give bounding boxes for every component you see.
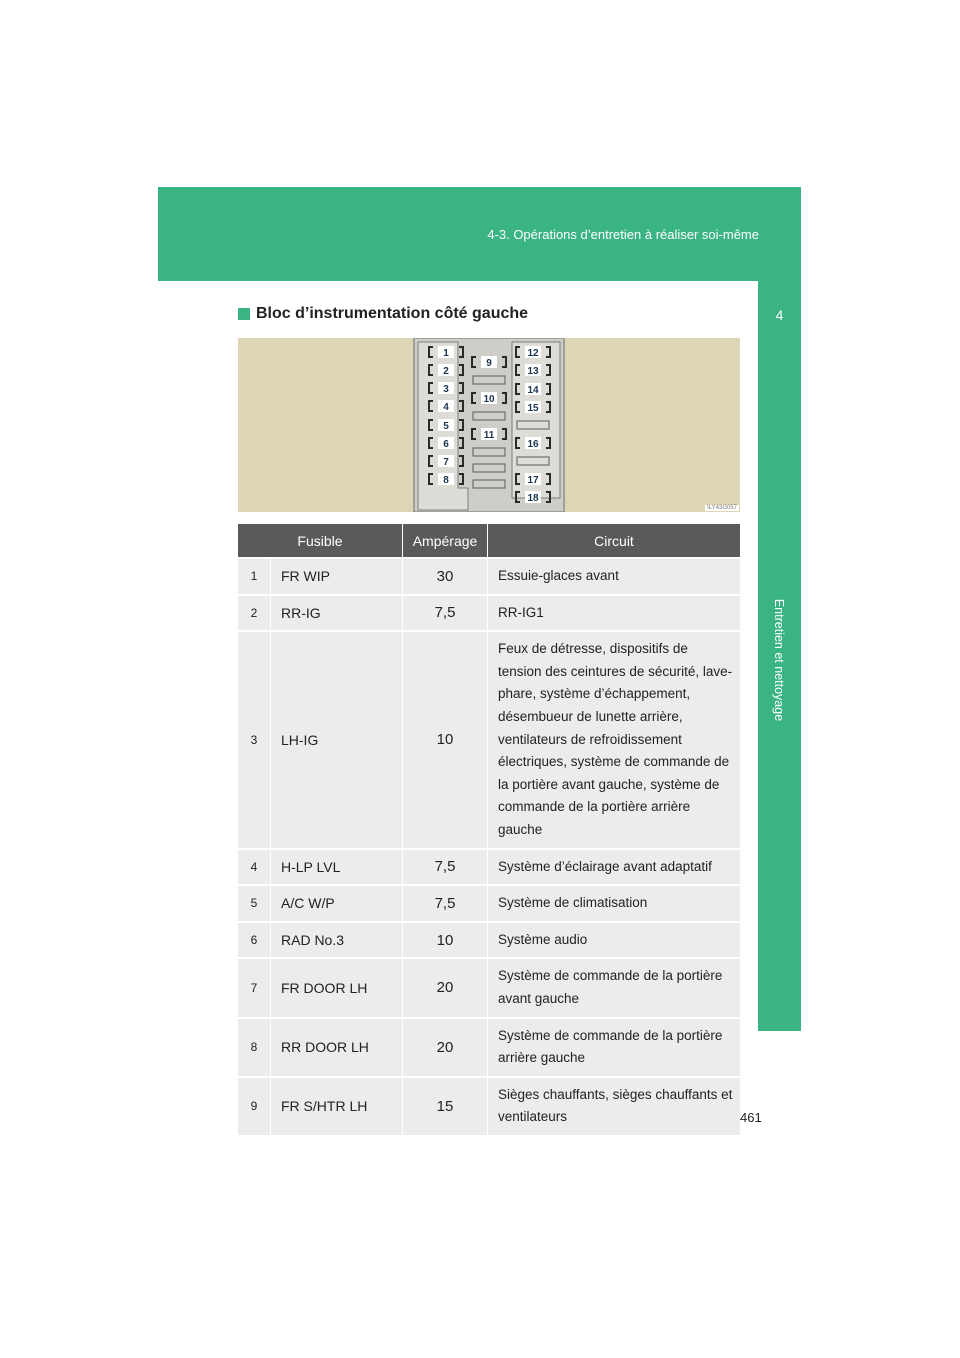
row-number: 6: [238, 922, 271, 959]
table-row: [238, 1077, 740, 1135]
table-row: [238, 595, 740, 632]
fuse-slot-label: 12: [527, 348, 539, 359]
fuse-amperage: 10: [403, 922, 488, 959]
fuse-slot-label: 17: [527, 475, 539, 486]
fuse-name: A/C W/P: [271, 885, 403, 922]
section-title: [238, 305, 528, 323]
fuse-name: RR-IG: [271, 595, 403, 632]
fuse-name: FR DOOR LH: [271, 958, 403, 1017]
row-number: 2: [238, 595, 271, 632]
fuse-slot-label: 4: [443, 402, 449, 413]
fuse-amperage: 10: [403, 631, 488, 848]
fuse-slot-label: 16: [527, 439, 539, 450]
header-fuse: Fusible: [238, 524, 403, 558]
table-row: [238, 631, 740, 848]
fuse-slot-label: 7: [443, 457, 449, 468]
chapter-tab-label: Entretien et nettoyage: [772, 598, 786, 722]
fuse-box-figure: [238, 338, 740, 512]
fuse-slot-label: 10: [483, 394, 495, 405]
fuse-name: RR DOOR LH: [271, 1018, 403, 1077]
fuse-amperage: 30: [403, 558, 488, 595]
fuse-slot-label: 15: [527, 403, 539, 414]
fuse-circuit: Système d’éclairage avant adaptatif: [488, 849, 741, 886]
row-number: 7: [238, 958, 271, 1017]
table-row: [238, 885, 740, 922]
fuse-circuit: Système de commande de la portière arrière gauche: [488, 1018, 741, 1077]
fuse-table: [238, 524, 740, 1135]
header-circuit: Circuit: [488, 524, 741, 558]
fuse-slot-label: 9: [486, 358, 492, 369]
row-number: 3: [238, 631, 271, 848]
fuse-circuit: Système de commande de la portière avant gauche: [488, 958, 741, 1017]
fuse-amperage: 15: [403, 1077, 488, 1135]
row-number: 8: [238, 1018, 271, 1077]
fuse-amperage: 7,5: [403, 849, 488, 886]
table-row: [238, 958, 740, 1017]
row-number: 5: [238, 885, 271, 922]
fuse-amperage: 20: [403, 1018, 488, 1077]
fuse-name: FR S/HTR LH: [271, 1077, 403, 1135]
table-row: [238, 558, 740, 595]
table-row: [238, 922, 740, 959]
fuse-slot-label: 5: [443, 421, 449, 432]
fuse-box-diagram: [238, 338, 740, 512]
fuse-slot-label: 18: [527, 493, 539, 504]
header-amperage: Ampérage: [403, 524, 488, 558]
fuse-slot-label: 6: [443, 439, 449, 450]
fuse-circuit: Sièges chauffants, sièges chauffants et ventilateurs: [488, 1077, 741, 1135]
fuse-circuit: RR-IG1: [488, 595, 741, 632]
fuse-slot-label: 14: [527, 385, 539, 396]
table-header-row: [238, 524, 740, 558]
fuse-slot-label: 3: [443, 384, 449, 395]
fuse-slot-label: 2: [443, 366, 449, 377]
row-number: 9: [238, 1077, 271, 1135]
fuse-slot-label: 8: [443, 475, 449, 486]
fuse-slot-label: 13: [527, 366, 539, 377]
fuse-name: FR WIP: [271, 558, 403, 595]
section-heading: 4-3. Opérations d’entretien à réaliser soi-même: [487, 227, 759, 242]
fuse-slot-label: 1: [443, 348, 449, 359]
section-title-text: Bloc d’instrumentation côté gauche: [256, 305, 529, 322]
chapter-header: [158, 187, 801, 281]
fuse-name: H-LP LVL: [271, 849, 403, 886]
square-bullet-icon: [238, 308, 250, 320]
page-number: 461: [740, 1110, 762, 1125]
fuse-slot-label: 11: [483, 430, 495, 441]
fuse-amperage: 20: [403, 958, 488, 1017]
row-number: 1: [238, 558, 271, 595]
chapter-tab-number: 4: [758, 281, 801, 349]
fuse-amperage: 7,5: [403, 885, 488, 922]
fuse-amperage: 7,5: [403, 595, 488, 632]
figure-code: ILY43G057: [707, 505, 737, 511]
fuse-circuit: Feux de détresse, dispositifs de tension des ceintures de sécurité, lave-phare, système d’échappement, désembueur de lunette arrière, ventilateurs de refroidissement électriques, système de commande de la portière avant gauche, système de commande de la portière arrière gauche: [488, 631, 741, 848]
fuse-circuit: Essuie-glaces avant: [488, 558, 741, 595]
fuse-circuit: Système audio: [488, 922, 741, 959]
fuse-circuit: Système de climatisation: [488, 885, 741, 922]
row-number: 4: [238, 849, 271, 886]
fuse-name: LH-IG: [271, 631, 403, 848]
table-row: [238, 849, 740, 886]
fuse-name: RAD No.3: [271, 922, 403, 959]
table-row: [238, 1018, 740, 1077]
